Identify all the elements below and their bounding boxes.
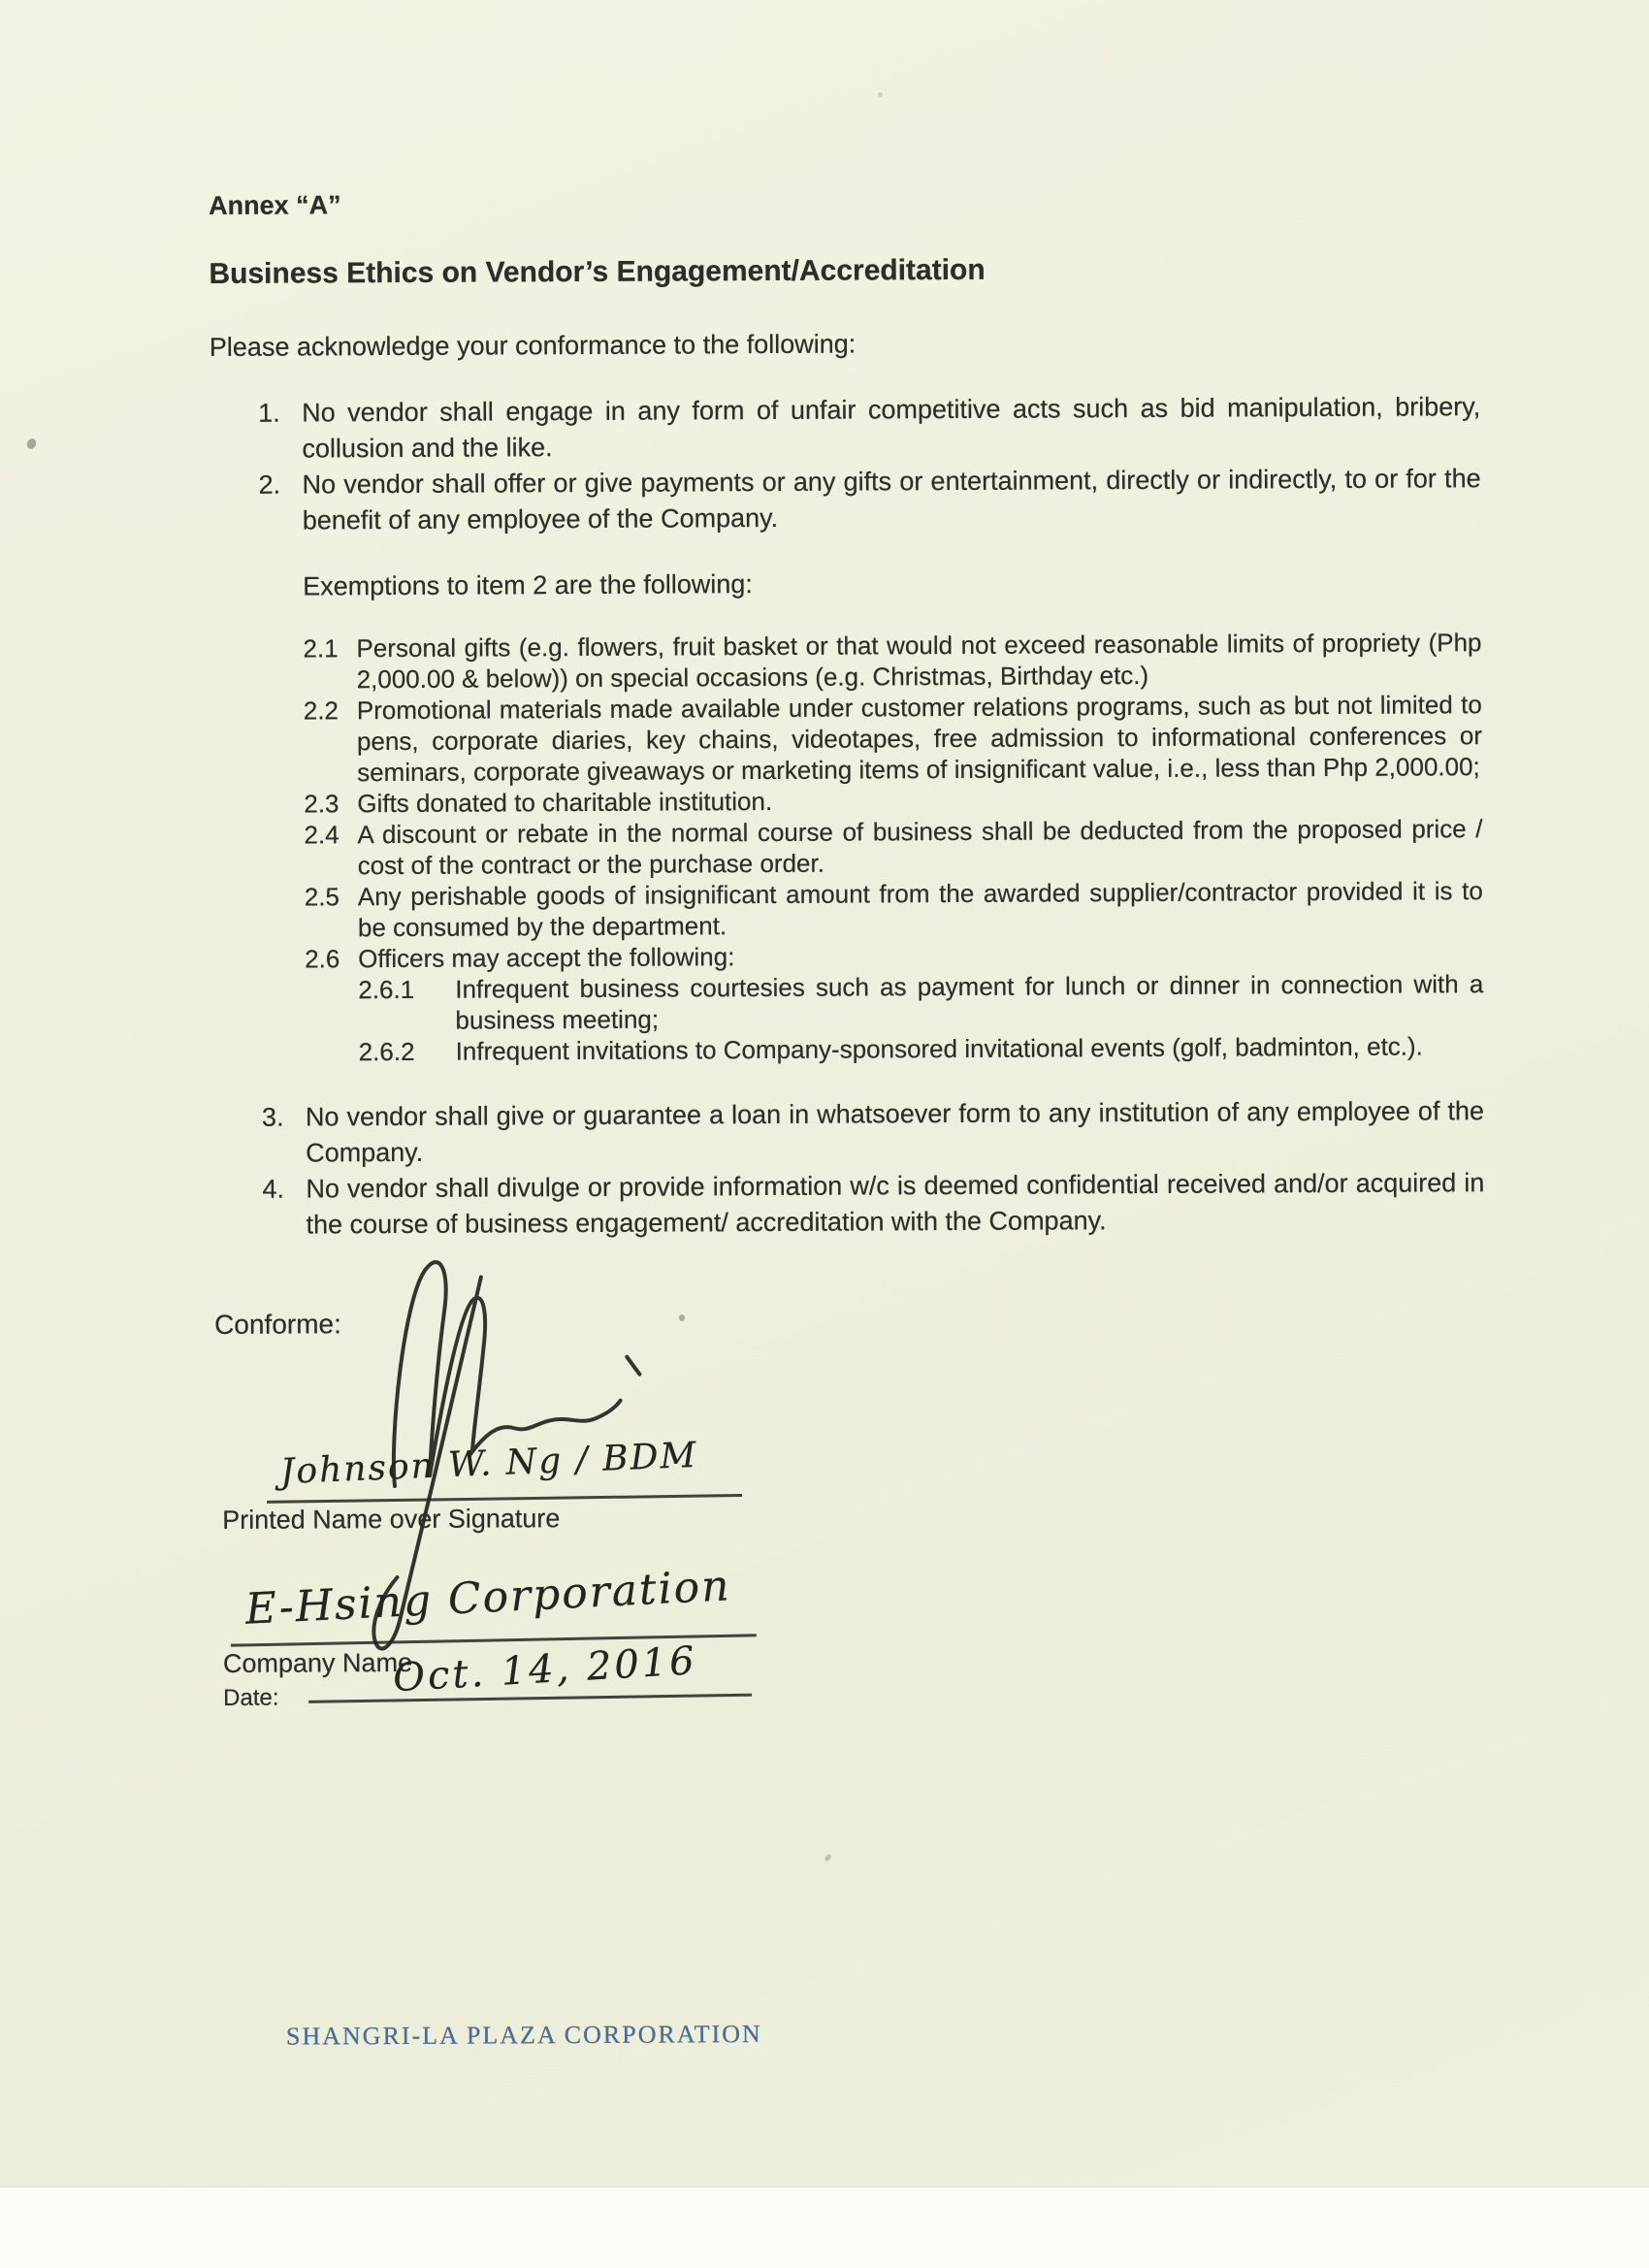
item-text: Promotional materials made available under customer relations programs, such as but not limited to pens, corporate diaries, key chains, videotapes, free admission to informational conferences or seminars, corporate giveaways or marketing items of insignificant value, i.e., less than Php 2,000.00; — [356, 690, 1483, 788]
scan-speck — [25, 437, 38, 451]
document-content — [209, 182, 1485, 2051]
company-name-handwriting: E-Hsing Corporation — [243, 1561, 732, 1635]
vendor-rules-list — [258, 389, 1481, 539]
date-label: Date: — [223, 1684, 279, 1711]
list-item — [305, 875, 1483, 943]
list-item — [303, 627, 1481, 695]
item-text: Infrequent invitations to Company-sponsored invitational events (golf, badminton, etc.). — [455, 1031, 1423, 1066]
item-number: 2.6.2 — [358, 1036, 415, 1067]
footer-company-name: SHANGRI-LA PLAZA CORPORATION — [285, 2020, 762, 2051]
list-item — [262, 1165, 1484, 1244]
conforme-label: Conforme: — [214, 1309, 341, 1340]
list-item — [259, 461, 1481, 539]
item-text: Personal gifts (e.g. flowers, fruit basket or that would not exceed reasonable limits of propriety (Php 2,000.00 & below)) on special occasions (e.g. Christmas, Birthday etc.) — [356, 628, 1482, 695]
scanner-edge-band — [0, 2187, 1649, 2268]
company-name-label: Company Name — [222, 1647, 413, 1678]
item-text: Officers may accept the following: — [358, 942, 735, 974]
list-item — [358, 968, 1483, 1036]
date-line — [308, 1694, 752, 1703]
scan-speck — [824, 1853, 832, 1862]
printed-name-label: Printed Name over Signature — [222, 1504, 561, 1535]
item-text: Any perishable goods of insignificant amount from the awarded supplier/contractor provided it is to be consumed by the department. — [357, 876, 1483, 943]
item-number: 4. — [262, 1174, 285, 1204]
exemptions-list — [303, 627, 1483, 974]
item-number: 3. — [261, 1102, 284, 1132]
item-text: No vendor shall give or guarantee a loan in whatsoever form to any institution of any employee of the Company. — [305, 1096, 1485, 1168]
scan-speck — [878, 92, 883, 97]
item-text: A discount or rebate in the normal course of business shall be deducted from the proposed price / cost of the contract or the purchase order. — [357, 814, 1483, 881]
list-item — [304, 813, 1482, 881]
item-text: Infrequent business courtesies such as payment for lunch or dinner in connection with a business meeting; — [455, 969, 1484, 1035]
item-number: 2.6 — [305, 944, 340, 974]
exemptions-heading: Exemptions to item 2 are the following: — [303, 569, 753, 601]
item-number: 2.6.1 — [358, 974, 415, 1005]
list-item — [359, 1030, 1484, 1067]
list-item — [258, 389, 1480, 468]
signature-tick-mark — [627, 1357, 639, 1375]
item-number: 2. — [258, 470, 281, 500]
scan-speck — [679, 1314, 685, 1321]
item-number: 1. — [258, 398, 280, 428]
vendor-rules-list-continued — [262, 1093, 1485, 1244]
list-item — [304, 689, 1482, 788]
item-number: 2.4 — [304, 820, 340, 850]
item-text: No vendor shall offer or give payments or any gifts or entertainment, directly or indirectly, to or for the benefit of any employee of the Company. — [302, 464, 1481, 535]
item-number: 2.5 — [304, 882, 340, 912]
item-number: 2.2 — [303, 696, 340, 726]
officer-exemptions-list — [358, 968, 1483, 1067]
list-item — [262, 1093, 1484, 1172]
printed-name-handwriting: Johnson W. Ng / BDM — [279, 1435, 699, 1493]
item-text: No vendor shall engage in any form of unfair competitive acts such as bid manipulation, bribery, collusion and the like. — [302, 392, 1481, 464]
document-title: Business Ethics on Vendor’s Engagement/Accreditation — [209, 253, 986, 290]
item-text: No vendor shall divulge or provide information w/c is deemed confidential received and/or acquired in the course of business engagement/ accreditation with the Company. — [306, 1168, 1485, 1240]
item-number: 2.1 — [303, 633, 339, 664]
date-handwriting: Oct. 14, 2016 — [391, 1638, 698, 1701]
annex-label: Annex “A” — [209, 190, 341, 220]
intro-text: Please acknowledge your conformance to the following: — [209, 329, 857, 362]
item-text: Gifts donated to charitable institution. — [357, 786, 773, 819]
item-number: 2.3 — [304, 789, 340, 819]
